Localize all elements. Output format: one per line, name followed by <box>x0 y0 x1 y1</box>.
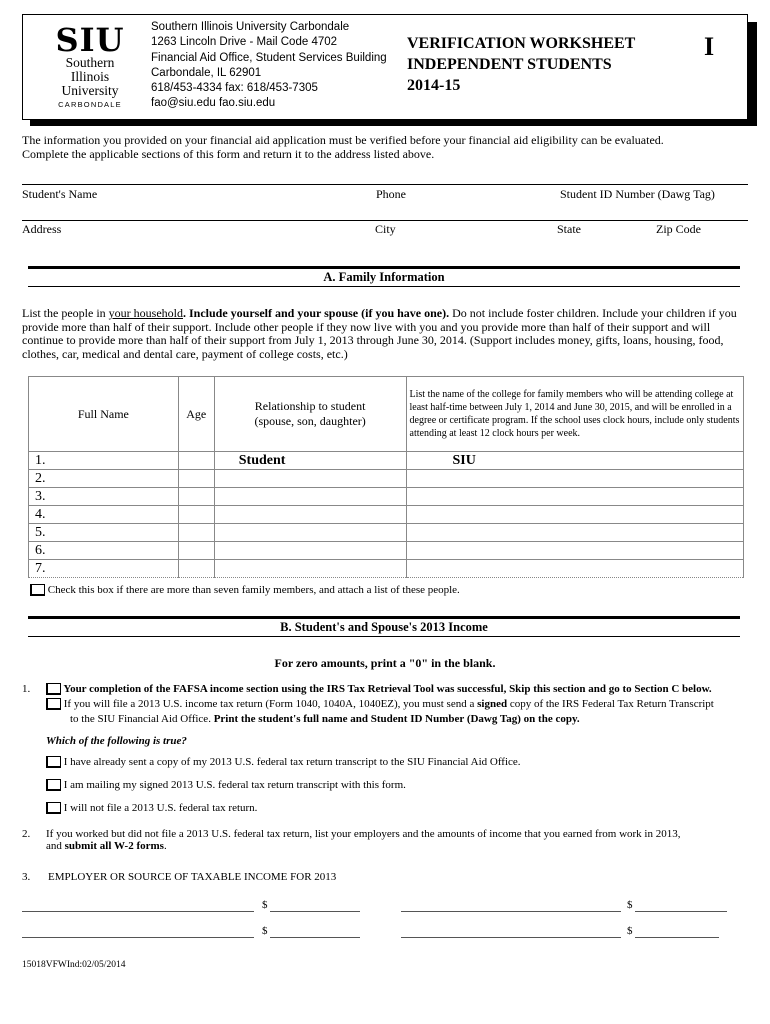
relationship-cell[interactable] <box>214 524 406 542</box>
student-id-label: Student ID Number (Dawg Tag) <box>560 187 715 201</box>
table-row <box>29 452 744 470</box>
address-line: fao@siu.edu fao.siu.edu <box>151 97 276 110</box>
title-line: INDEPENDENT STUDENTS <box>407 56 612 73</box>
col-full-name: Full Name <box>29 377 179 452</box>
address-line: Financial Aid Office, Student Services Building <box>151 51 387 64</box>
col-relationship: Relationship to student (spouse, son, daughter) <box>214 377 406 452</box>
state-label: State <box>557 222 581 236</box>
college-cell[interactable] <box>406 524 743 542</box>
col-college: List the name of the college for family members who will be attending college at least half-time between July 1, 2014 and June 30, 2015, and will be enrolled in a degree or certificate program. If the school uses clock hours, include only students attending at least 12 clock hours per week. <box>406 377 743 452</box>
more-members-checkbox[interactable] <box>30 584 45 596</box>
college-cell[interactable] <box>406 560 743 578</box>
item-1b-bold: Print the student's full name and Student ID Number (Dawg Tag) on the copy. <box>210 713 580 725</box>
item-2-and: and <box>46 840 65 852</box>
item-3-number: 3. <box>22 871 31 883</box>
student-name-label: Student's Name <box>22 187 98 201</box>
intro-text <box>22 133 750 161</box>
address-line: 618/453-4334 fax: 618/453-7305 <box>151 82 318 95</box>
item-1a-row <box>46 683 748 695</box>
item-1b-text: If you will file a 2013 U.S. income tax return (Form 1040, 1040A, 1040EZ), you must send a <box>63 698 478 710</box>
item-2-number: 2. <box>22 828 31 840</box>
age-cell[interactable] <box>178 470 214 488</box>
item-1-number: 1. <box>22 683 31 695</box>
household-instructions <box>22 307 746 361</box>
employer-field[interactable] <box>401 911 621 912</box>
student-name-line[interactable] <box>22 184 748 185</box>
college-cell[interactable] <box>406 542 743 560</box>
table-row <box>29 488 744 506</box>
logo-line: Southern <box>65 55 115 70</box>
city-label: City <box>375 222 396 236</box>
item-2-text <box>46 828 746 852</box>
zip-label: Zip Code <box>656 222 701 236</box>
option-label: I am mailing my signed 2013 U.S. federal tax return transcript with this form. <box>63 779 406 791</box>
section-b-heading: B. Student's and Spouse's 2013 Income <box>28 616 740 637</box>
intro-line: The information you provided on your financial aid application must be verified before your financial aid eligibility can be evaluated. <box>22 133 664 147</box>
dollar-sign: $ <box>627 899 633 911</box>
college-cell[interactable]: SIU <box>406 452 743 470</box>
household-rest: Do not include foster children. Include your children if you provide more than half of their support. Include other people if they now live with you and you provide more than half of their support and will continue to provide more than half of their support from July 1, 2013 through June 30, 2014. (Support includes money, gifts, loans, housing, food, clothes, car, medical and dental care, payment of college costs, etc.) <box>22 306 737 361</box>
household-text: List the people in <box>22 306 109 320</box>
age-cell[interactable] <box>178 560 214 578</box>
item-2-line-2 <box>46 840 746 852</box>
relationship-cell[interactable]: Student <box>214 452 406 470</box>
tax-return-checkbox[interactable] <box>46 698 61 710</box>
row-number[interactable]: 1. <box>29 452 179 470</box>
dollar-sign: $ <box>627 925 633 937</box>
form-code: 15018VFWInd:02/05/2014 <box>22 960 126 970</box>
family-table <box>28 376 744 578</box>
address-line: Carbondale, IL 62901 <box>151 66 262 79</box>
option-label: I have already sent a copy of my 2013 U.S. federal tax return transcript to the SIU Financial Aid Office. <box>63 756 521 768</box>
age-cell[interactable] <box>178 506 214 524</box>
item-2-period: . <box>163 840 167 852</box>
row-number[interactable]: 6. <box>29 542 179 560</box>
age-cell[interactable] <box>178 542 214 560</box>
table-row <box>29 560 744 578</box>
phone-label: Phone <box>376 187 406 201</box>
option-checkbox[interactable] <box>46 779 61 791</box>
title-line: VERIFICATION WORKSHEET <box>407 35 636 52</box>
option-row <box>46 756 521 768</box>
item-1a-text: Your completion of the FAFSA income section using the IRS Tax Retrieval Tool was successful, Skip this section and go to Section C below. <box>63 683 712 695</box>
row-number[interactable]: 4. <box>29 506 179 524</box>
age-cell[interactable] <box>178 452 214 470</box>
table-row <box>29 470 744 488</box>
item-1b-text-2: copy of the IRS Federal Tax Return Transcript <box>507 698 714 710</box>
family-table-header <box>29 377 744 452</box>
dollar-sign: $ <box>262 925 268 937</box>
household-emphasis: your household <box>108 306 183 320</box>
amount-field[interactable] <box>635 937 719 938</box>
dollar-sign: $ <box>262 899 268 911</box>
siu-logo <box>34 21 146 109</box>
header-shadow <box>748 22 757 126</box>
employer-field[interactable] <box>401 937 621 938</box>
logo-line: University <box>61 83 119 98</box>
table-row <box>29 524 744 542</box>
logo-abbrev: SIU <box>55 21 125 59</box>
item-1b-row <box>46 698 748 710</box>
table-row <box>29 542 744 560</box>
signed-emphasis: signed <box>477 698 508 710</box>
college-cell[interactable] <box>406 506 743 524</box>
title-line: 2014-15 <box>407 77 461 94</box>
household-bold: . Include yourself and your spouse (if you have one). <box>182 306 450 320</box>
item-1b-row-2 <box>70 713 750 725</box>
employer-field[interactable] <box>22 937 254 938</box>
college-cell[interactable] <box>406 488 743 506</box>
col-age: Age <box>178 377 214 452</box>
relationship-cell[interactable] <box>214 542 406 560</box>
worksheet-title <box>407 33 635 96</box>
address-label: Address <box>22 222 62 236</box>
relationship-cell[interactable] <box>214 560 406 578</box>
option-label: I will not file a 2013 U.S. federal tax return. <box>63 802 258 814</box>
more-members-row <box>30 584 460 596</box>
intro-line: Complete the applicable sections of this form and return it to the address listed above. <box>22 147 435 161</box>
row-number[interactable]: 5. <box>29 524 179 542</box>
relationship-cell[interactable] <box>214 470 406 488</box>
item-2-line: If you worked but did not file a 2013 U.S. federal tax return, list your employers and the amounts of income that you earned from work in 2013, <box>46 828 681 840</box>
address-line: Southern Illinois University Carbondale <box>151 21 350 33</box>
option-row <box>46 802 257 814</box>
item-1b-text-3: to the SIU Financial Aid Office. <box>70 713 211 725</box>
amount-field[interactable] <box>270 911 360 912</box>
option-checkbox[interactable] <box>46 756 61 768</box>
relationship-cell[interactable] <box>214 506 406 524</box>
item-3-label: EMPLOYER OR SOURCE OF TAXABLE INCOME FOR 2013 <box>48 871 337 883</box>
address-line: 1263 Lincoln Drive - Mail Code 4702 <box>151 36 338 49</box>
logo-carbondale: CARBONDALE <box>58 100 122 109</box>
table-row <box>29 506 744 524</box>
item-2-bold: submit all W-2 forms <box>64 840 164 852</box>
address-line-field[interactable] <box>22 220 748 221</box>
logo-line: Illinois <box>70 69 110 84</box>
employer-field[interactable] <box>22 911 254 912</box>
amount-field[interactable] <box>635 911 727 912</box>
relationship-cell[interactable] <box>214 488 406 506</box>
office-address <box>151 20 387 112</box>
section-a-heading: A. Family Information <box>28 266 740 287</box>
option-row <box>46 779 406 791</box>
option-checkbox[interactable] <box>46 802 61 814</box>
age-cell[interactable] <box>178 524 214 542</box>
college-cell[interactable] <box>406 470 743 488</box>
row-number[interactable]: 7. <box>29 560 179 578</box>
amount-field[interactable] <box>270 937 360 938</box>
form-letter: I <box>704 32 715 61</box>
age-cell[interactable] <box>178 488 214 506</box>
more-members-label: Check this box if there are more than seven family members, and attach a list of these people. <box>47 584 460 596</box>
row-number[interactable]: 2. <box>29 470 179 488</box>
which-true-label: Which of the following is true? <box>46 735 187 747</box>
tax-retrieval-checkbox[interactable] <box>46 683 61 695</box>
zero-amount-note: For zero amounts, print a "0" in the blank. <box>274 656 496 670</box>
row-number[interactable]: 3. <box>29 488 179 506</box>
